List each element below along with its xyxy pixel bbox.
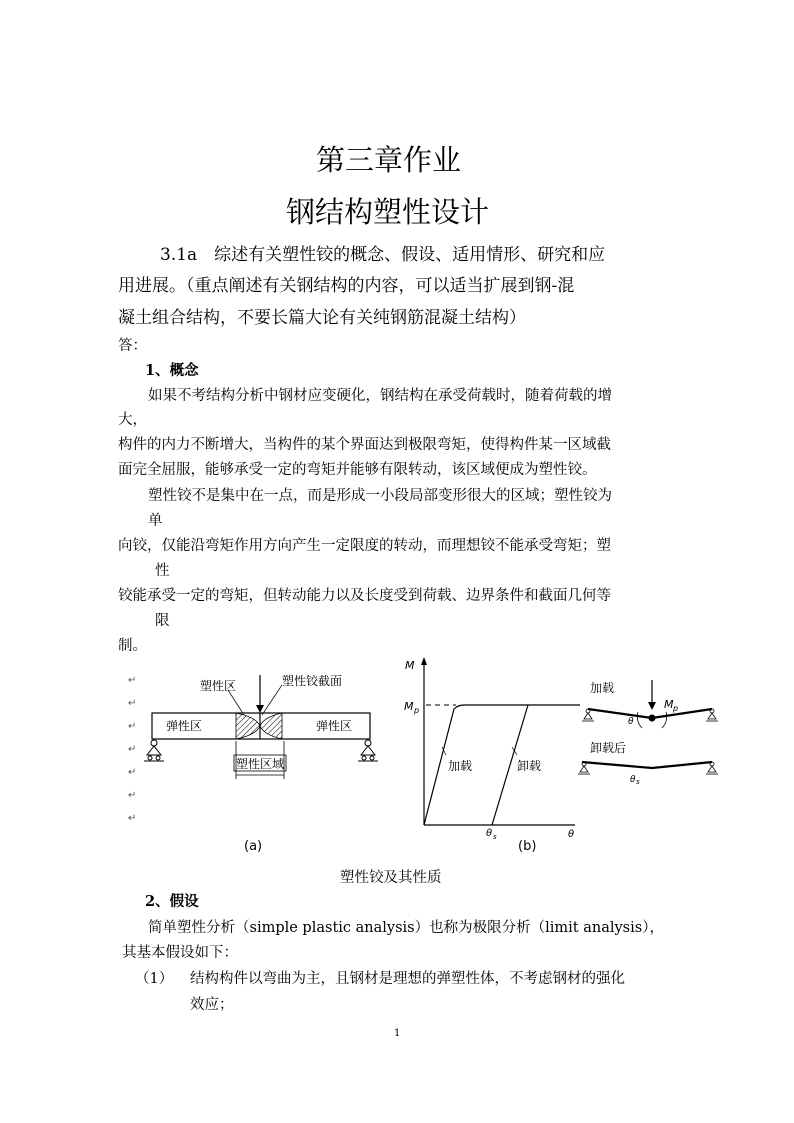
paragraph-line: 铰能承受一定的弯矩，但转动能力以及长度受到荷载、边界条件和截面几何等 bbox=[118, 588, 611, 604]
figure-b-caption: (b) bbox=[518, 839, 537, 854]
paragraph-line: 限 bbox=[155, 613, 170, 629]
label-loading: 加载 bbox=[448, 759, 473, 773]
paragraph-line: 性 bbox=[155, 563, 170, 579]
label-unloaded-state: 卸载后 bbox=[590, 741, 627, 755]
paragraph-line: 大， bbox=[118, 412, 147, 428]
svg-text:↵: ↵ bbox=[128, 744, 137, 755]
paragraph-line: 单 bbox=[148, 513, 163, 529]
label-unloading: 卸载 bbox=[517, 759, 542, 773]
svg-text:p: p bbox=[414, 706, 420, 715]
answer-label: 答： bbox=[118, 338, 147, 354]
svg-text:M: M bbox=[664, 698, 674, 711]
svg-text:↵: ↵ bbox=[128, 698, 137, 709]
svg-text:θ: θ bbox=[486, 828, 493, 839]
figure-b-beams bbox=[572, 676, 722, 816]
svg-text:M: M bbox=[405, 659, 415, 672]
svg-text:θ: θ bbox=[568, 829, 575, 840]
figure-b-chart bbox=[400, 655, 575, 855]
question-line-3: 凝土组合结构，不要长篇大论有关纯钢筋混凝土结构） bbox=[118, 308, 526, 328]
plastic-region-hatch bbox=[236, 713, 282, 739]
svg-text:↵: ↵ bbox=[128, 813, 137, 824]
svg-text:s: s bbox=[636, 778, 640, 786]
paragraph-line: 构件的内力不断增大，当构件的某个界面达到极限弯矩，使得构件某一区域截 bbox=[118, 437, 611, 453]
unloaded-beam bbox=[582, 762, 712, 768]
question-line-1: 3.1a 综述有关塑性铰的概念、假设、适用情形、研究和应 bbox=[160, 245, 606, 265]
svg-text:s: s bbox=[493, 833, 497, 841]
list-item-line: 结构构件以弯曲为主，且钢材是理想的弹塑性体，不考虑钢材的强化 bbox=[190, 971, 625, 987]
label-plastic-zone: 塑性区 bbox=[200, 679, 237, 693]
svg-text:p: p bbox=[673, 704, 679, 713]
support-right-icon bbox=[358, 740, 378, 761]
svg-text:↵: ↵ bbox=[128, 767, 137, 778]
paragraph-line: 制。 bbox=[118, 638, 147, 654]
svg-text:θ: θ bbox=[628, 717, 634, 727]
question-line-2: 用进展。（重点阐述有关钢结构的内容，可以适当扩展到钢-混 bbox=[118, 276, 575, 296]
svg-text:θ: θ bbox=[630, 775, 636, 785]
label-loading-state: 加载 bbox=[590, 681, 615, 695]
label-hinge-section: 塑性铰截面 bbox=[282, 674, 343, 688]
page-number: 1 bbox=[394, 1028, 401, 1039]
svg-text:↵: ↵ bbox=[128, 675, 137, 686]
label-elastic-right: 弹性区 bbox=[316, 719, 353, 733]
paragraph-line: 面完全屈服，能够承受一定的弯矩并能够有限转动，该区域便成为塑性铰。 bbox=[118, 462, 597, 478]
paragraph-line: 其基本假设如下： bbox=[122, 945, 238, 961]
list-item-line: 效应； bbox=[190, 997, 234, 1013]
svg-text:M: M bbox=[404, 700, 414, 713]
paragraph-line: 塑性铰不是集中在一点，而是形成一小段局部变形很大的区域；塑性铰为 bbox=[148, 488, 612, 504]
figure-caption: 塑性铰及其性质 bbox=[340, 870, 442, 886]
label-elastic-left: 弹性区 bbox=[166, 719, 203, 733]
figure-a bbox=[120, 655, 420, 855]
svg-text:↵: ↵ bbox=[128, 721, 137, 732]
section-1-heading: 1、概念 bbox=[145, 362, 199, 379]
page-title: 第三章作业 bbox=[316, 143, 462, 177]
paragraph-line: 简单塑性分析（simple plastic analysis）也称为极限分析（limit analysis）， bbox=[148, 920, 664, 936]
list-item-number: （1） bbox=[135, 971, 174, 987]
page-subtitle: 钢结构塑性设计 bbox=[286, 195, 490, 229]
section-2-heading: 2、假设 bbox=[145, 893, 199, 910]
svg-text:↵: ↵ bbox=[128, 790, 137, 801]
support-left-icon bbox=[144, 740, 164, 761]
label-plastic-region: 塑性区域 bbox=[236, 757, 285, 771]
figure-a-caption: (a) bbox=[244, 839, 263, 854]
load-arrow-icon bbox=[256, 705, 264, 713]
paragraph-line: 如果不考结构分析中钢材应变硬化，钢结构在承受荷载时，随着荷载的增 bbox=[148, 388, 612, 404]
paragraph-line: 向铰，仅能沿弯矩作用方向产生一定限度的转动，而理想铰不能承受弯矩；塑 bbox=[118, 538, 611, 554]
